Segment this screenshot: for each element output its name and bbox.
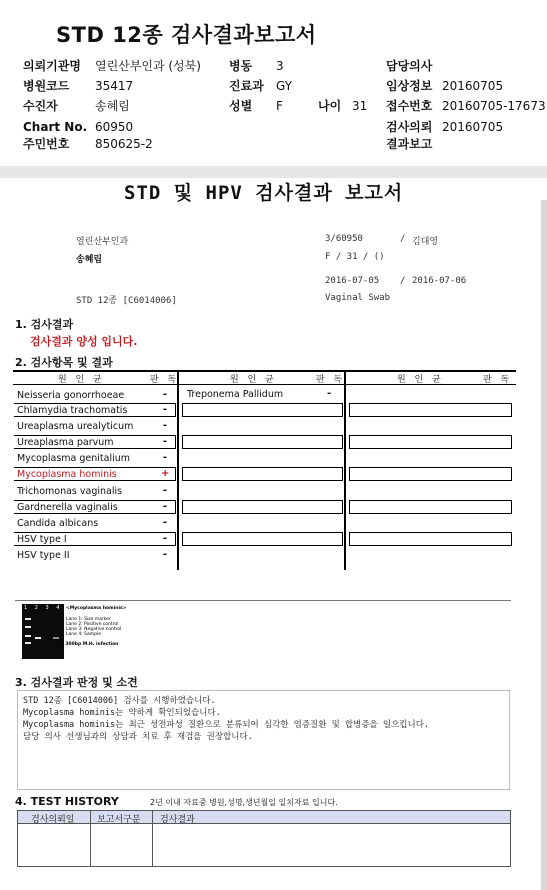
- field-label: 접수번호: [386, 99, 433, 113]
- gel-band: [25, 618, 31, 620]
- section-heading: 2. 검사항목 및 결과: [15, 356, 113, 369]
- gel-band: [25, 642, 31, 644]
- organism-name: Neisseria gonorrhoeae: [17, 390, 125, 401]
- organism-name: Candida albicans: [17, 518, 99, 529]
- date-reported: 2016-07-06: [412, 276, 467, 286]
- paper-edge: [541, 200, 547, 890]
- doctor-name: 김대영: [412, 237, 439, 247]
- empty-cell: [182, 435, 343, 449]
- result-mark: -: [162, 517, 168, 528]
- column-header: 검사결과: [160, 815, 195, 825]
- column-divider: [177, 370, 179, 570]
- empty-cell: [349, 435, 512, 449]
- field-value: 31: [352, 99, 368, 113]
- empty-cell: [349, 403, 512, 417]
- empty-cell: [182, 403, 343, 417]
- field-value: GY: [276, 79, 293, 93]
- column-header: 판 독: [316, 375, 346, 385]
- result-mark: -: [162, 420, 168, 431]
- result-summary: 검사결과 양성 입니다.: [30, 335, 138, 348]
- result-mark: -: [162, 436, 168, 447]
- result-mark: -: [162, 501, 168, 512]
- band-label-text: 300bp M.H. infection: [65, 642, 119, 647]
- field-label: 검사의뢰: [386, 120, 433, 134]
- field-label: 진료과: [229, 79, 264, 93]
- organism-name-positive: Mycoplasma hominis: [17, 469, 117, 480]
- field-label: 임상정보: [386, 79, 433, 93]
- gel-band-label: ← 300bp M.H. infection: [60, 642, 119, 647]
- specimen: Vaginal Swab: [325, 293, 391, 303]
- field-value: 35417: [95, 79, 134, 93]
- gel-caption: <Mycoplasma hominis>: [66, 606, 127, 611]
- column-divider: [344, 370, 346, 570]
- column-header: 원 인 균: [58, 375, 105, 385]
- column-header: 판 독: [150, 375, 180, 385]
- result-mark: -: [162, 452, 168, 463]
- result-mark-positive: +: [161, 468, 170, 479]
- gel-legend: Lane 4: Sample: [66, 632, 101, 637]
- empty-cell: [349, 500, 512, 514]
- gel-band: [53, 637, 59, 639]
- field-value: 송혜림: [95, 99, 130, 113]
- comment-line: Mycoplasma hominis는 약하게 확인되었습니다.: [23, 708, 221, 718]
- separator: /: [400, 276, 406, 286]
- result-mark: -: [162, 389, 168, 400]
- column-header: 검사의뢰일: [31, 815, 75, 825]
- field-value: 3: [276, 59, 284, 73]
- chart-number: 3/60950: [325, 234, 363, 244]
- gel-band: [35, 637, 41, 639]
- column-header: 원 인 균: [397, 375, 444, 385]
- gel-band: [25, 635, 31, 637]
- history-table: [17, 810, 511, 867]
- gel-image: [22, 604, 64, 659]
- field-value: 850625-2: [95, 137, 153, 151]
- sex-age: F / 31 / (): [325, 252, 385, 262]
- empty-cell: [349, 467, 512, 481]
- organism-name: HSV type II: [17, 550, 70, 561]
- organism-name: HSV type I: [17, 534, 67, 545]
- field-label: Chart No.: [23, 120, 88, 134]
- organism-name: Treponema Pallidum: [187, 389, 284, 400]
- divider: [0, 166, 547, 178]
- field-value: 열린산부인과 (성북): [95, 59, 201, 73]
- result-mark: -: [162, 404, 168, 415]
- organism-name: Ureaplasma urealyticum: [17, 421, 134, 432]
- gel-band: [25, 626, 31, 628]
- gel-legend: Lane 2: Positive control: [66, 622, 119, 627]
- organism-name: Chlamydia trachomatis: [17, 405, 128, 416]
- empty-cell: [182, 500, 343, 514]
- organism-name: Gardnerella vaginalis: [17, 502, 118, 513]
- field-label: 병동: [229, 59, 253, 73]
- column-header: 판 독: [483, 375, 513, 385]
- result-mark: -: [327, 388, 332, 399]
- field-value: 60950: [95, 120, 134, 134]
- result-mark: -: [162, 485, 168, 496]
- field-value: 20160705: [442, 79, 504, 93]
- history-table-header: [18, 811, 510, 824]
- comment-line: Mycoplasma hominis는 최근 성전파성 질환으로 분류되어 심각한 염증질환 및 합병증을 일으킵니다.: [23, 720, 430, 730]
- gel-legend: Lane 3: Negative control: [66, 627, 122, 632]
- column-divider: [152, 811, 153, 866]
- section-heading: 3. 검사결과 판정 및 소견: [15, 676, 138, 689]
- section-heading: 4. TEST HISTORY: [15, 795, 119, 808]
- test-code: STD 12종 [C6014006]: [76, 296, 177, 306]
- column-header: 원 인 균: [230, 375, 277, 385]
- section-heading: 1. 검사결과: [15, 318, 74, 331]
- field-label: 성별: [229, 99, 253, 113]
- field-label: 주민번호: [23, 137, 70, 151]
- organism-name: Trichomonas vaginalis: [17, 486, 123, 497]
- report-title: STD 및 HPV 검사결과 보고서: [124, 182, 404, 204]
- result-mark: -: [162, 549, 168, 560]
- empty-cell: [182, 467, 343, 481]
- empty-cell: [349, 532, 512, 546]
- comment-line: 담당 의사 선생님과의 상담과 치료 후 재검을 권장합니다.: [23, 732, 253, 742]
- field-label: 병원코드: [23, 79, 70, 93]
- page-title: STD 12종 검사결과보고서: [56, 23, 317, 47]
- history-note: 2년 이내 자료중 병원,성명,생년월일 일치자료 입니다.: [150, 798, 338, 807]
- field-label: 결과보고: [386, 137, 433, 151]
- empty-cell: [182, 532, 343, 546]
- separator: /: [400, 234, 406, 244]
- date-received: 2016-07-05: [325, 276, 380, 286]
- field-value: 20160705: [442, 120, 504, 134]
- field-label: 나이: [318, 99, 342, 113]
- organism-name: Ureaplasma parvum: [17, 437, 114, 448]
- field-value: 20160705-17673: [442, 99, 546, 113]
- field-label: 담당의사: [386, 59, 433, 73]
- lane-numbers: 1 2 3 4: [24, 605, 63, 611]
- column-divider: [90, 811, 91, 866]
- organism-name: Mycoplasma genitalium: [17, 453, 131, 464]
- result-mark: -: [162, 533, 168, 544]
- report-header: [0, 0, 547, 166]
- field-label: 의뢰기관명: [23, 59, 81, 73]
- gel-legend: Lane 1: Size marker: [66, 617, 111, 622]
- clinic-name: 열린산부인과: [76, 237, 129, 247]
- field-label: 수진자: [23, 99, 58, 113]
- comment-line: STD 12종 [C6014006] 검사를 시행하였습니다.: [23, 696, 216, 706]
- column-header: 보고서구분: [97, 815, 141, 825]
- patient-name: 송혜림: [76, 255, 103, 265]
- field-value: F: [276, 99, 283, 113]
